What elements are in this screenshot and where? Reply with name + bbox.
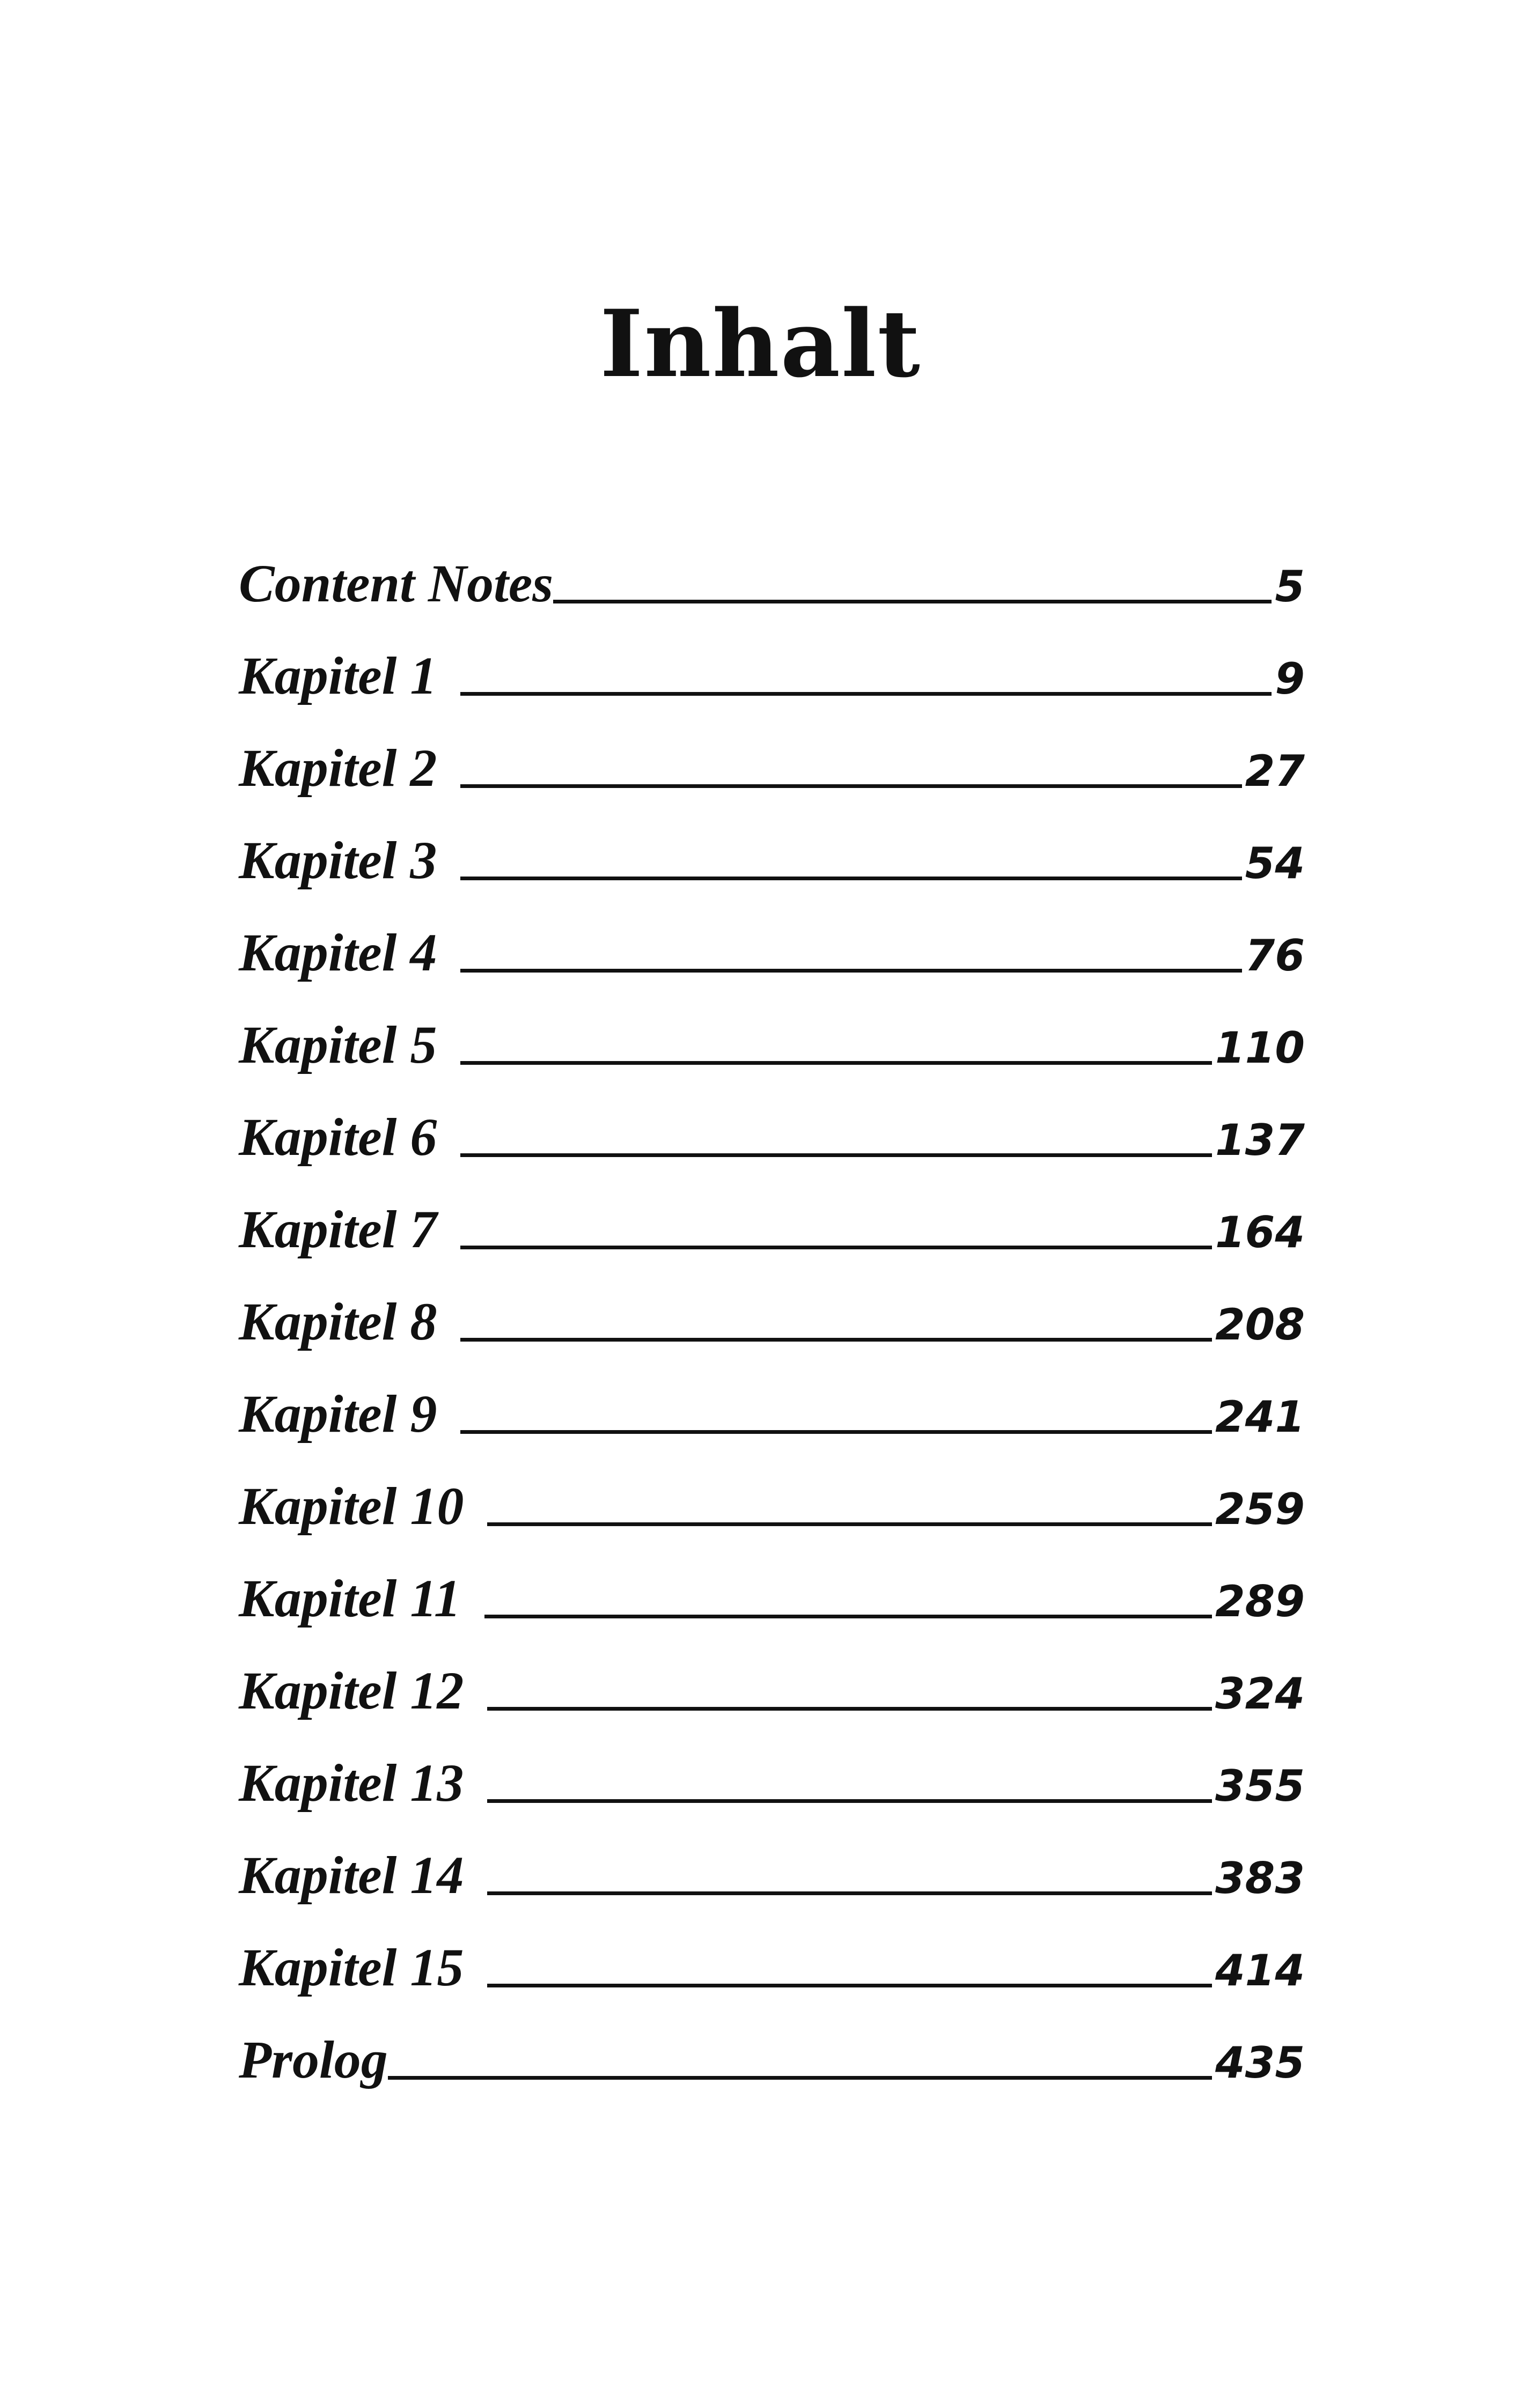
toc-entry-kapitel-14[interactable] (239, 1844, 1305, 1936)
toc-page-number: 435 (1215, 2038, 1305, 2088)
toc-entry-label: Kapitel 8 (239, 1292, 437, 1351)
toc-leader-line (388, 2076, 1212, 2080)
toc-entry-kapitel-12[interactable] (239, 1660, 1305, 1752)
toc-page-number: 9 (1275, 654, 1305, 704)
toc-leader-line (460, 1061, 1212, 1065)
toc-entry-label: Kapitel 11 (239, 1568, 461, 1628)
toc-page-number: 208 (1215, 1300, 1305, 1350)
toc-entry-label: Kapitel 3 (239, 830, 437, 890)
toc-entry-label: Kapitel 14 (239, 1845, 464, 1905)
toc-page-number: 27 (1245, 746, 1305, 796)
toc-entry-kapitel-10[interactable] (239, 1475, 1305, 1567)
toc-page-number: 110 (1215, 1023, 1305, 1073)
toc-entry-label: Kapitel 12 (239, 1661, 464, 1720)
toc-page-number: 355 (1215, 1761, 1305, 1811)
toc-leader-line (553, 600, 1272, 603)
toc-leader-line (460, 784, 1241, 788)
toc-entry-kapitel-6[interactable] (239, 1106, 1305, 1198)
toc-page-number: 414 (1215, 1946, 1305, 1995)
toc-entry-label: Kapitel 1 (239, 646, 437, 705)
toc-entry-kapitel-1[interactable] (239, 645, 1305, 737)
toc-entry-prolog[interactable] (239, 2029, 1305, 2121)
toc-entry-label: Kapitel 5 (239, 1015, 437, 1074)
toc-leader-line (460, 1153, 1212, 1157)
toc-page-number: 383 (1215, 1853, 1305, 1903)
table-of-contents (239, 553, 1305, 2121)
toc-entry-kapitel-3[interactable] (239, 829, 1305, 922)
toc-page-number: 241 (1215, 1392, 1305, 1442)
toc-entry-label: Kapitel 9 (239, 1384, 437, 1444)
toc-entry-kapitel-5[interactable] (239, 1014, 1305, 1106)
toc-page-number: 137 (1215, 1115, 1305, 1165)
toc-page-number: 76 (1245, 931, 1305, 981)
toc-entry-label: Content Notes (239, 554, 554, 613)
toc-entry-kapitel-4[interactable] (239, 922, 1305, 1014)
toc-title: Inhalt (600, 289, 921, 398)
toc-leader-line (460, 969, 1241, 973)
toc-page-number: 5 (1275, 562, 1305, 612)
toc-entry-kapitel-9[interactable] (239, 1383, 1305, 1475)
toc-entry-label: Kapitel 7 (239, 1199, 437, 1259)
toc-entry-kapitel-8[interactable] (239, 1291, 1305, 1383)
toc-entry-label: Prolog (239, 2030, 388, 2089)
toc-page-number: 54 (1245, 838, 1305, 888)
toc-entry-kapitel-2[interactable] (239, 737, 1305, 829)
toc-page-number: 259 (1215, 1484, 1305, 1534)
toc-page-number: 289 (1215, 1577, 1305, 1626)
toc-entry-label: Kapitel 15 (239, 1938, 464, 1997)
toc-page-number: 164 (1215, 1207, 1305, 1257)
toc-entry-kapitel-15[interactable] (239, 1936, 1305, 2029)
toc-leader-line (460, 1430, 1212, 1434)
toc-entry-kapitel-7[interactable] (239, 1198, 1305, 1291)
toc-entry-label: Kapitel 2 (239, 738, 437, 798)
toc-entry-kapitel-13[interactable] (239, 1752, 1305, 1844)
toc-entry-label: Kapitel 4 (239, 923, 437, 982)
toc-entry-label: Kapitel 6 (239, 1107, 437, 1167)
toc-page-number: 324 (1215, 1669, 1305, 1719)
toc-entry-label: Kapitel 10 (239, 1476, 464, 1536)
toc-leader-line (487, 1891, 1212, 1895)
toc-leader-line (484, 1615, 1212, 1618)
toc-leader-line (460, 692, 1272, 696)
toc-entry-content-notes[interactable] (239, 553, 1305, 645)
toc-leader-line (487, 1707, 1212, 1711)
toc-leader-line (487, 1799, 1212, 1803)
toc-entry-kapitel-11[interactable] (239, 1567, 1305, 1660)
toc-leader-line (460, 877, 1241, 880)
toc-leader-line (460, 1246, 1212, 1249)
toc-leader-line (460, 1338, 1212, 1342)
toc-entry-label: Kapitel 13 (239, 1753, 464, 1813)
toc-leader-line (487, 1984, 1212, 1987)
toc-leader-line (487, 1522, 1212, 1526)
